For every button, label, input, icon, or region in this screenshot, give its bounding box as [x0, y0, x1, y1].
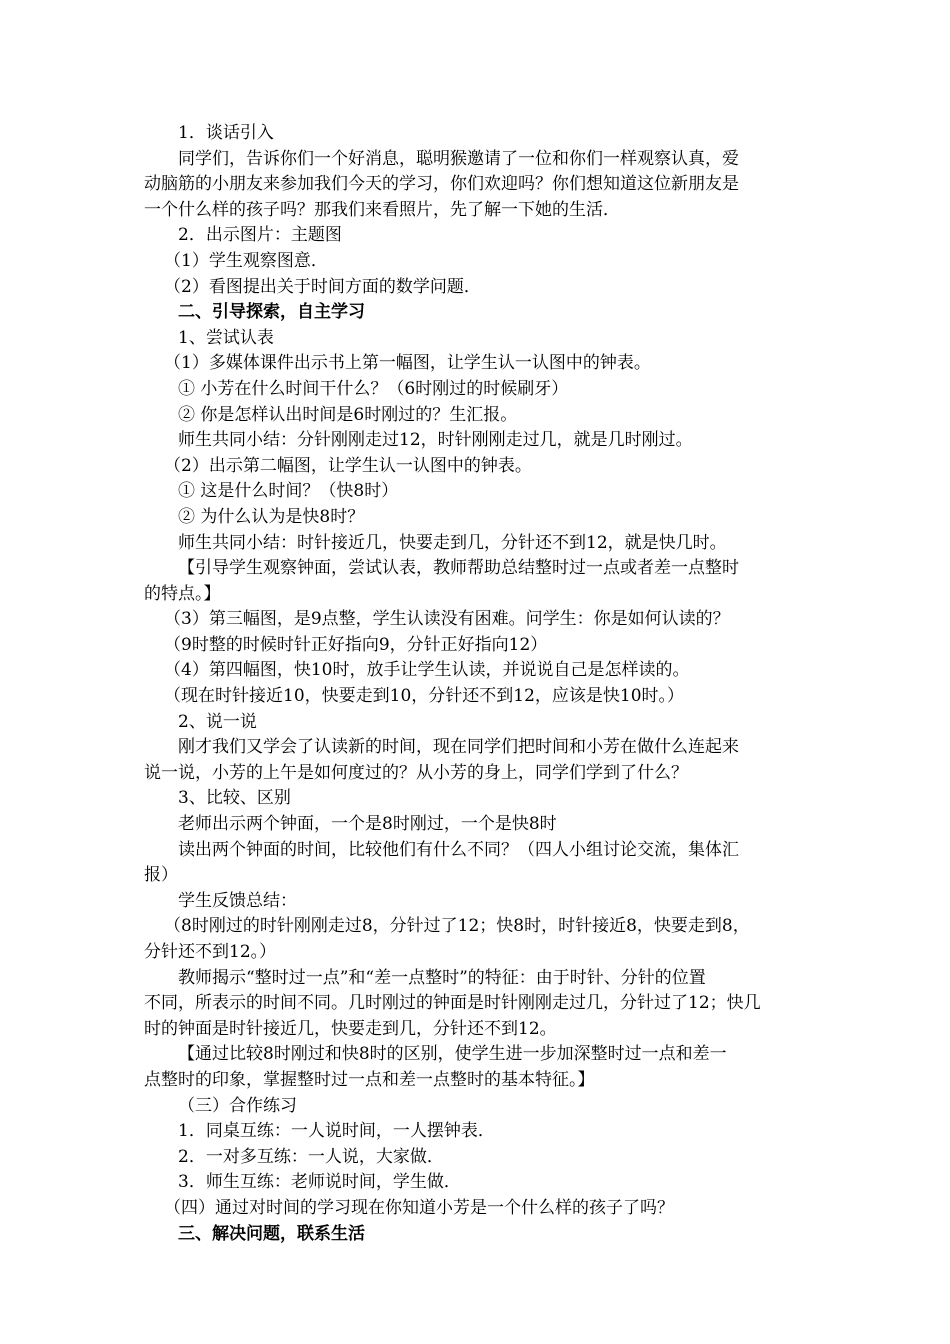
text-line: 3．师生互练：老师说时间，学生做．	[178, 1172, 461, 1193]
text-line: 师生共同小结：时针接近几，快要走到几，分针还不到12，就是快几时。	[178, 532, 727, 553]
text-line: 1．同桌互练：一人说时间，一人摆钟表．	[178, 1121, 495, 1142]
text-line: 动脑筋的小朋友来参加我们今天的学习，你们欢迎吗？你们想知道这位新朋友是	[144, 174, 739, 195]
section-heading: 二、引导探索，自主学习	[178, 302, 365, 323]
text-line: 教师揭示“整时过一点”和“差一点整时”的特征：由于时针、分针的位置	[178, 967, 706, 988]
text-line: 的特点。】	[144, 583, 221, 604]
text-line: ② 你是怎样认出时间是6时刚过的？生汇报。	[178, 404, 518, 425]
text-line: 一个什么样的孩子吗？那我们来看照片，先了解一下她的生活．	[144, 199, 620, 220]
text-line: （现在时针接近10，快要走到10，分针还不到12，应该是快10时。）	[164, 686, 685, 707]
text-line: （1）多媒体课件出示书上第一幅图，让学生认一认图中的钟表。	[164, 353, 651, 374]
text-line: （2）出示第二幅图，让学生认一认图中的钟表。	[164, 455, 532, 476]
text-line: 1、尝试认表	[178, 327, 274, 348]
text-line: （2）看图提出关于时间方面的数学问题．	[164, 276, 481, 297]
text-line: ① 小芳在什么时间干什么？（6时刚过的时候刷牙）	[178, 378, 569, 399]
text-line: ② 为什么认为是快8时？	[178, 506, 365, 527]
text-line: 2．出示图片：主题图	[178, 225, 342, 246]
text-line: 【引导学生观察钟面，尝试认表，教师帮助总结整时过一点或者差一点整时	[178, 558, 739, 579]
text-line: （8时刚过的时针刚刚走过8，分针过了12；快8时，时针接近8，快要走到8，	[164, 916, 750, 937]
text-line: （9时整的时候时针正好指向9，分针正好指向12）	[164, 634, 548, 655]
text-line: 刚才我们又学会了认读新的时间，现在同学们把时间和小芳在做什么连起来	[178, 737, 739, 758]
text-line: （3）第三幅图，是9点整，学生认读没有困难。问学生：你是如何认读的？	[164, 609, 730, 630]
document-body	[144, 121, 812, 1247]
text-line: 【通过比较8时刚过和快8时的区别，使学生进一步加深整时过一点和差一	[178, 1044, 727, 1065]
text-line: 不同，所表示的时间不同。几时刚过的钟面是时针刚刚走过几，分针过了12；快几	[144, 993, 761, 1014]
text-line: （4）第四幅图，快10时，放手让学生认读，并说说自己是怎样读的。	[164, 660, 690, 681]
text-line: 分针还不到12。）	[144, 942, 277, 962]
text-line: 说一说，小芳的上午是如何度过的？从小芳的身上，同学们学到了什么？	[144, 762, 688, 783]
text-line: 2、说一说	[178, 711, 257, 732]
text-line: 学生反馈总结：	[178, 890, 297, 911]
text-line: 2．一对多互练：一人说，大家做．	[178, 1146, 444, 1167]
text-line: 师生共同小结：分针刚刚走过12，时针刚刚走过几，就是几时刚过。	[178, 430, 693, 451]
text-line: （四）通过对时间的学习现在你知道小芳是一个什么样的孩子了吗？	[164, 1197, 674, 1218]
text-line: （1）学生观察图意．	[164, 250, 328, 271]
text-line: 3、比较、区别	[178, 788, 291, 809]
text-line: 点整时的印象，掌握整时过一点和差一点整时的基本特征。】	[144, 1069, 595, 1090]
text-line: ① 这是什么时间？（快8时）	[178, 481, 399, 502]
section-heading: 三、解决问题，联系生活	[178, 1223, 365, 1244]
text-line: （三）合作练习	[178, 1095, 297, 1116]
text-line: 1．谈话引入	[178, 123, 274, 143]
text-line: 老师出示两个钟面，一个是8时刚过，一个是快8时	[178, 814, 557, 835]
text-line: 报）	[144, 865, 178, 886]
text-line: 同学们，告诉你们一个好消息，聪明猴邀请了一位和你们一样观察认真，爱	[178, 148, 739, 169]
text-line: 读出两个钟面的时间，比较他们有什么不同？（四人小组讨论交流，集体汇	[178, 839, 739, 860]
text-line: 时的钟面是时针接近几，快要走到几，分针还不到12。	[144, 1018, 557, 1039]
